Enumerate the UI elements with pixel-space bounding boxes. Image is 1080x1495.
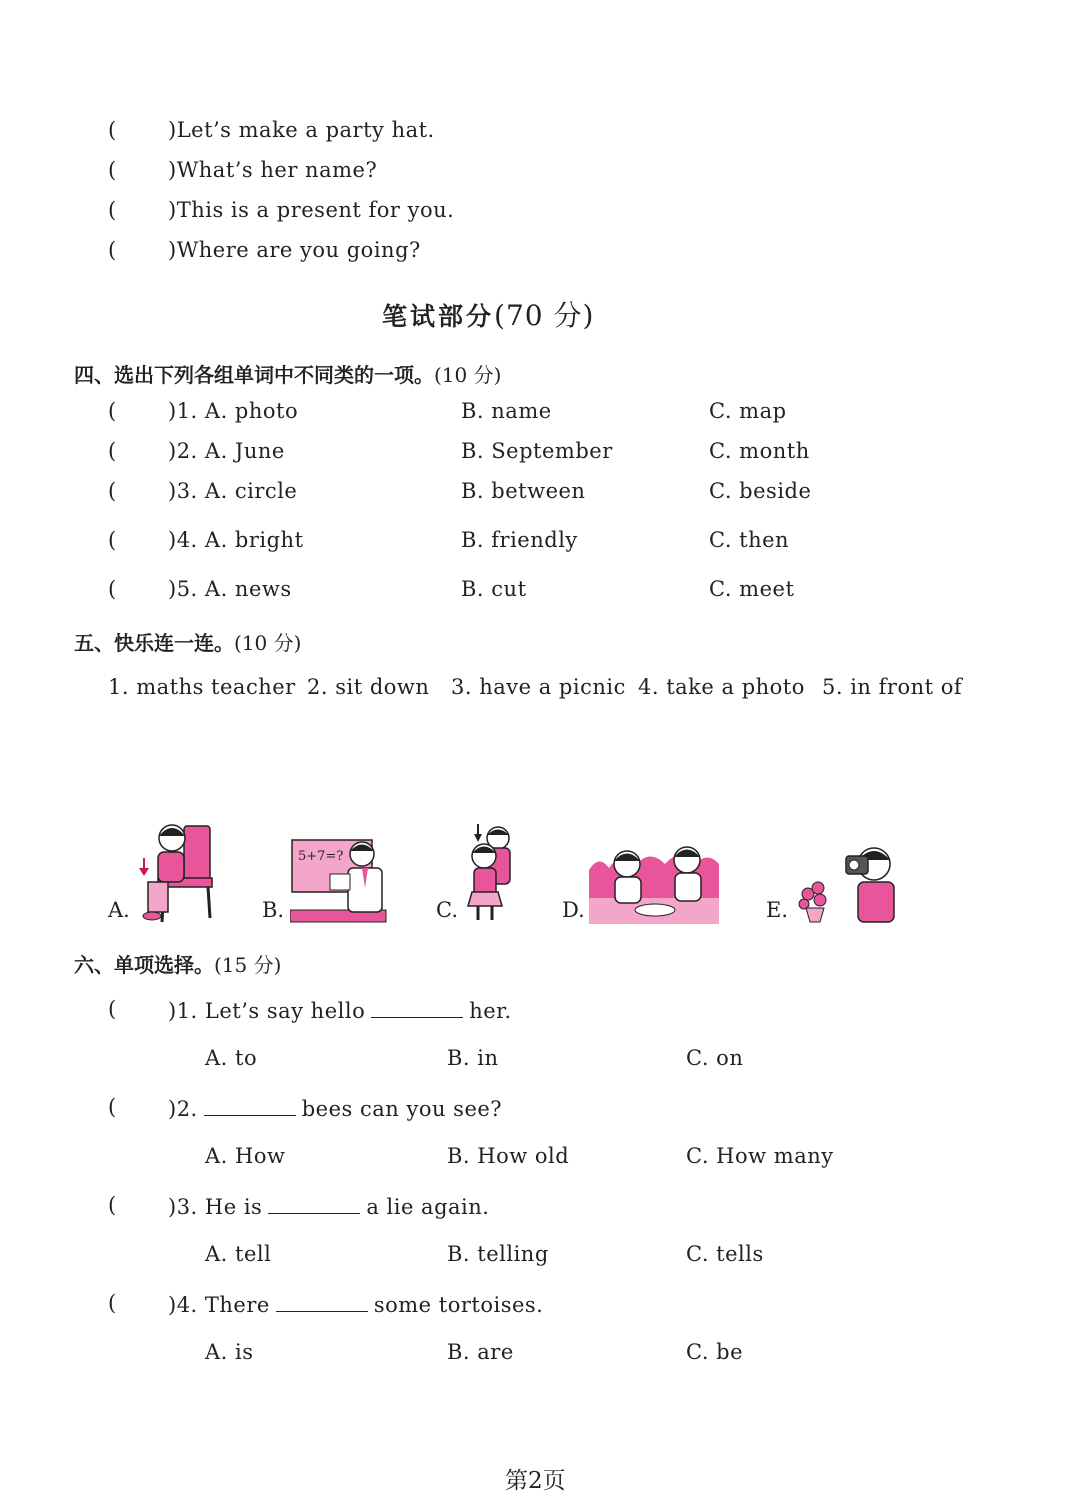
picnic-picture xyxy=(589,840,719,924)
option-b: B. name xyxy=(461,399,552,423)
section-heading-text: 六、单项选择。 xyxy=(74,953,214,977)
question-before: )2. xyxy=(168,1097,198,1121)
picture-label-c: C. xyxy=(436,898,458,922)
section-points: (15 分) xyxy=(214,953,282,977)
option-b: B. friendly xyxy=(461,528,578,552)
answer-paren[interactable]: ( xyxy=(108,577,117,601)
answer-paren[interactable]: ( xyxy=(108,1291,117,1315)
title-main: 笔试部分 xyxy=(382,302,495,331)
maths-teacher-picture xyxy=(290,836,390,924)
match-phrase-2: 2. sit down xyxy=(307,675,430,699)
answer-blank[interactable] xyxy=(204,1095,296,1116)
section-5-heading xyxy=(74,627,301,656)
written-part-title xyxy=(382,294,594,334)
option-b: B. between xyxy=(461,479,586,503)
section-points: (10 分) xyxy=(234,631,302,655)
option-a: )3. A. circle xyxy=(168,479,298,503)
option-c: C. meet xyxy=(709,577,795,601)
sentence-text: )This is a present for you. xyxy=(168,198,455,222)
answer-paren[interactable]: ( xyxy=(108,528,117,552)
option-a: )4. A. bright xyxy=(168,528,304,552)
match-phrase-3: 3. have a picnic xyxy=(451,675,626,699)
in-front-of-picture xyxy=(462,822,518,924)
option-a: )1. A. photo xyxy=(168,399,299,423)
option-a: A. is xyxy=(205,1340,254,1364)
answer-paren[interactable]: ( xyxy=(108,158,117,182)
answer-paren[interactable]: ( xyxy=(108,1095,117,1119)
question-after: some tortoises. xyxy=(373,1293,544,1317)
answer-paren[interactable]: ( xyxy=(108,118,117,142)
title-points: (70 分) xyxy=(494,299,595,332)
option-c: C. map xyxy=(709,399,787,423)
board-text: 5+7=? xyxy=(298,849,344,864)
question-before: )4. There xyxy=(168,1293,270,1317)
picture-label-e: E. xyxy=(766,898,789,922)
option-b: B. September xyxy=(461,439,613,463)
sentence-text: )Let’s make a party hat. xyxy=(168,118,435,142)
option-b: B. in xyxy=(447,1046,499,1070)
option-c: C. tells xyxy=(686,1242,764,1266)
option-b: B. telling xyxy=(447,1242,549,1266)
answer-blank[interactable] xyxy=(371,997,463,1018)
option-a: A. How xyxy=(205,1144,286,1168)
answer-blank[interactable] xyxy=(268,1193,360,1214)
section-heading-text: 五、快乐连一连。 xyxy=(74,631,234,655)
option-c: C. month xyxy=(709,439,810,463)
answer-paren[interactable]: ( xyxy=(108,1193,117,1217)
picture-label-d: D. xyxy=(562,898,585,922)
question-text xyxy=(168,1193,489,1219)
question-before: )1. Let’s say hello xyxy=(168,999,366,1023)
answer-paren[interactable]: ( xyxy=(108,198,117,222)
girl-sitting-picture xyxy=(134,822,216,924)
answer-paren[interactable]: ( xyxy=(108,997,117,1021)
option-a: )2. A. June xyxy=(168,439,285,463)
option-a: A. tell xyxy=(205,1242,272,1266)
question-after: bees can you see? xyxy=(301,1097,503,1121)
answer-paren[interactable]: ( xyxy=(108,238,117,262)
question-text xyxy=(168,1291,543,1317)
question-before: )3. He is xyxy=(168,1195,263,1219)
match-phrase-1: 1. maths teacher xyxy=(108,675,296,699)
section-4-heading xyxy=(74,359,501,388)
option-a: )5. A. news xyxy=(168,577,292,601)
option-a: A. to xyxy=(205,1046,258,1070)
option-b: B. How old xyxy=(447,1144,570,1168)
question-after: a lie again. xyxy=(366,1195,490,1219)
answer-paren[interactable]: ( xyxy=(108,439,117,463)
question-text xyxy=(168,1095,502,1121)
match-phrase-4: 4. take a photo xyxy=(638,675,805,699)
section-6-heading xyxy=(74,949,281,978)
option-b: B. are xyxy=(447,1340,514,1364)
section-heading-text: 四、选出下列各组单词中不同类的一项。 xyxy=(74,363,434,387)
option-b: B. cut xyxy=(461,577,527,601)
match-phrase-5: 5. in front of xyxy=(822,675,963,699)
option-c: C. beside xyxy=(709,479,812,503)
answer-paren[interactable]: ( xyxy=(108,479,117,503)
take-a-photo-picture xyxy=(792,842,896,924)
sentence-text: )What’s her name? xyxy=(168,158,378,182)
answer-blank[interactable] xyxy=(276,1291,368,1312)
question-after: her. xyxy=(469,999,512,1023)
picture-label-b: B. xyxy=(262,898,285,922)
option-c: C. on xyxy=(686,1046,744,1070)
picture-label-a: A. xyxy=(108,898,130,922)
option-c: C. How many xyxy=(686,1144,834,1168)
option-c: C. then xyxy=(709,528,790,552)
page-number: 第2页 xyxy=(505,1468,566,1494)
section-points: (10 分) xyxy=(434,363,502,387)
sentence-text: )Where are you going? xyxy=(168,238,421,262)
question-text xyxy=(168,997,512,1023)
option-c: C. be xyxy=(686,1340,744,1364)
answer-paren[interactable]: ( xyxy=(108,399,117,423)
